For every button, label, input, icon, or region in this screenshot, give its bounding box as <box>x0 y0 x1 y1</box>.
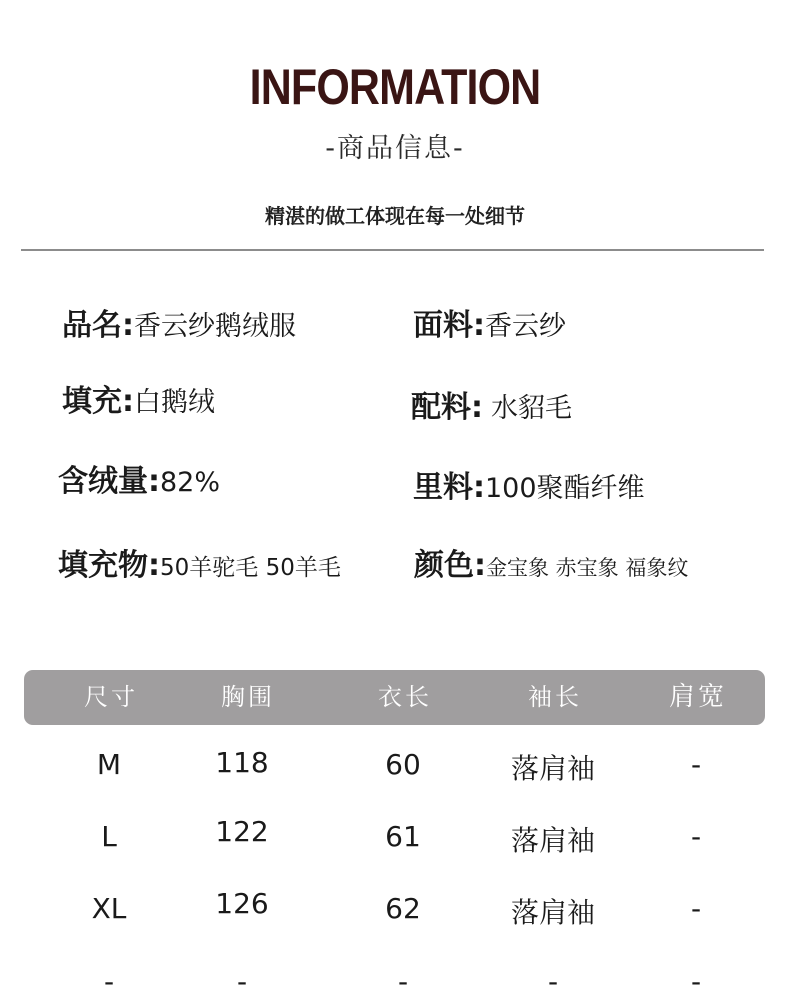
table-cell: - <box>547 965 559 998</box>
info-value: 白鹅绒 <box>134 387 215 418</box>
table-cell: XL <box>91 892 127 925</box>
info-colon: : <box>473 308 485 343</box>
info-label: 面料 <box>413 308 473 343</box>
info-value: 香云纱鹅绒服 <box>134 311 296 342</box>
table-cell: L <box>101 820 117 853</box>
table-cell: 126 <box>215 887 269 920</box>
table-cell: 60 <box>385 748 421 781</box>
info-label: 填充 <box>62 384 122 419</box>
table-cell: 122 <box>215 815 269 848</box>
info-label: 配料 <box>411 390 471 425</box>
info-accessory <box>411 382 572 426</box>
table-cell: - <box>690 892 702 925</box>
table-cell: 118 <box>215 746 269 779</box>
info-label: 含绒量 <box>58 464 148 499</box>
table-cell: - <box>690 748 702 781</box>
column-header-sleeve: 袖长 <box>528 683 582 711</box>
header-divider <box>21 249 764 251</box>
info-filling <box>62 376 215 420</box>
column-header-shoulder: 肩宽 <box>668 682 728 712</box>
page-subtitle: -商品信息- <box>325 133 465 164</box>
info-colon: : <box>122 384 134 419</box>
table-cell: - <box>103 965 115 998</box>
info-label: 里料 <box>413 470 473 505</box>
table-cell: 落肩袖 <box>510 824 596 857</box>
table-cell: - <box>690 965 702 998</box>
table-cell: 落肩袖 <box>510 896 596 929</box>
info-value: 50羊驼毛 50羊毛 <box>160 555 341 581</box>
size-table-header <box>24 670 765 725</box>
info-colon: : <box>471 390 483 425</box>
info-colon: : <box>148 548 160 583</box>
table-cell: M <box>96 748 122 781</box>
info-value: 100聚酯纤维 <box>485 473 645 504</box>
info-value: 水貂毛 <box>491 393 572 424</box>
info-product-name <box>62 300 296 344</box>
info-value: 香云纱 <box>485 311 566 342</box>
info-colon: : <box>474 548 486 583</box>
tagline: 精湛的做工体现在每一处细节 <box>265 204 525 228</box>
info-label: 品名 <box>62 308 122 343</box>
table-cell: - <box>690 820 702 853</box>
table-cell: - <box>236 965 248 998</box>
info-color <box>414 540 688 584</box>
info-filler <box>58 540 341 584</box>
table-cell: 62 <box>385 892 421 925</box>
info-label: 填充物 <box>58 548 148 583</box>
info-colon: : <box>473 470 485 505</box>
info-fabric <box>413 300 566 344</box>
info-lining <box>413 462 645 506</box>
page-title: INFORMATION <box>249 59 541 115</box>
column-header-length: 衣长 <box>378 683 432 711</box>
table-cell: 落肩袖 <box>510 752 596 785</box>
info-label: 颜色 <box>414 548 474 583</box>
info-colon: : <box>148 464 160 499</box>
info-value: 82% <box>160 467 221 498</box>
info-colon: : <box>122 308 134 343</box>
column-header-chest: 胸围 <box>221 683 275 711</box>
table-cell: 61 <box>385 820 421 853</box>
info-value: 金宝象 赤宝象 福象纹 <box>486 556 689 580</box>
table-cell: - <box>397 965 409 998</box>
info-down-content <box>58 456 220 500</box>
column-header-size: 尺寸 <box>84 683 138 711</box>
